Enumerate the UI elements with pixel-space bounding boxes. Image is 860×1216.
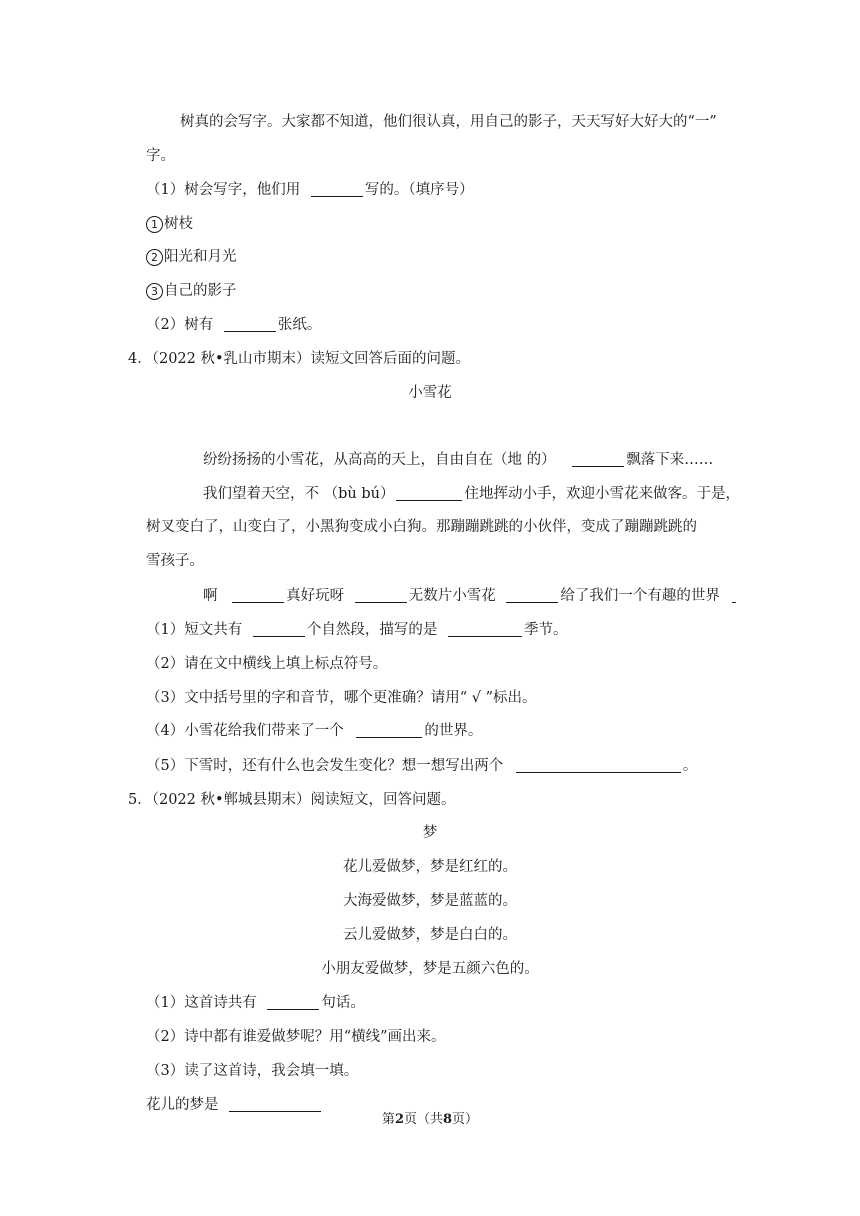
passage-line: 字。 xyxy=(146,148,175,164)
page-footer: 第2页（共8页） xyxy=(381,1112,479,1127)
question-3-1: （1）树会写字，他们用 写的。（填序号） xyxy=(146,182,474,198)
passage-title: 小雪花 xyxy=(408,385,452,401)
question-5-1: （1）这首诗共有 句话。 xyxy=(146,995,365,1011)
passage-line: 我们望着天空，不 （bù bú） 住地挥动小手，欢迎小雪花来做客。于是， xyxy=(203,486,740,502)
poem-line: 花儿爱做梦，梦是红红的。 xyxy=(343,859,517,875)
answer-blank[interactable] xyxy=(506,586,558,603)
poem-line: 云儿爱做梦，梦是白白的。 xyxy=(343,927,517,943)
passage-line: 树真的会写字。大家都不知道，他们很认真，用自己的影子，天天写好大好大的“一” xyxy=(180,114,717,130)
answer-blank[interactable] xyxy=(396,484,462,501)
page-total: 8 xyxy=(443,1112,453,1127)
question-4-4: （4）小雪花给我们带来了一个 的世界。 xyxy=(146,723,483,739)
question-4-1: （1）短文共有 个自然段，描写的是 季节。 xyxy=(146,622,568,638)
passage-line: 雪孩子。 xyxy=(146,553,204,569)
page-number: 2 xyxy=(394,1112,404,1127)
question-4-5: （5）下雪时，还有什么也会发生变化？想一想写出两个 。 xyxy=(146,758,698,774)
answer-blank[interactable] xyxy=(232,586,284,603)
answer-blank[interactable] xyxy=(267,993,319,1010)
answer-blank[interactable] xyxy=(311,180,363,197)
answer-blank[interactable] xyxy=(355,586,407,603)
circled-number: 1 xyxy=(146,216,163,233)
question-5-3: （3）读了这首诗，我会填一填。 xyxy=(146,1063,359,1079)
answer-blank[interactable] xyxy=(356,721,422,738)
question-3-2: （2）树有 张纸。 xyxy=(146,317,322,333)
passage-line: 纷纷扬扬的小雪花，从高高的天上，自由自在（地 的） 飘落下来…… xyxy=(203,452,714,468)
option-1: 1 树枝 xyxy=(146,214,193,234)
answer-blank[interactable] xyxy=(253,620,305,637)
question-4-header: 4．（2022 秋•乳山市期末）读短文回答后面的问题。 xyxy=(128,351,471,367)
passage-line: 树叉变白了，山变白了，小黑狗变成小白狗。那蹦蹦跳跳的小伙伴，变成了蹦蹦跳跳的 xyxy=(146,519,697,535)
passage-line: 啊 真好玩呀 无数片小雪花 给了我们一个有趣的世界 xyxy=(203,586,736,606)
question-5-2: （2）诗中都有谁爱做梦呢？用“横线”画出来。 xyxy=(146,1029,446,1045)
answer-blank[interactable] xyxy=(572,450,624,467)
answer-blank[interactable] xyxy=(448,620,522,637)
poem-line: 大海爱做梦，梦是蓝蓝的。 xyxy=(343,893,517,909)
option-2: 2 阳光和月光 xyxy=(146,247,237,267)
circled-number: 3 xyxy=(146,283,163,300)
answer-blank[interactable] xyxy=(516,756,681,773)
poem-line: 小朋友爱做梦，梦是五颜六色的。 xyxy=(321,961,539,977)
question-5-header: 5．（2022 秋•郸城县期末）阅读短文，回答问题。 xyxy=(128,792,456,808)
question-4-3: （3）文中括号里的字和音节，哪个更准确？请用“ √ ”标出。 xyxy=(146,690,537,706)
question-5-fill: 花儿的梦是 xyxy=(146,1095,321,1115)
answer-blank[interactable] xyxy=(224,315,276,332)
option-3: 3 自己的影子 xyxy=(146,281,237,301)
poem-title: 梦 xyxy=(422,825,438,841)
answer-blank[interactable] xyxy=(732,586,736,603)
question-4-2: （2）请在文中横线上填上标点符号。 xyxy=(146,656,388,672)
circled-number: 2 xyxy=(146,249,163,266)
